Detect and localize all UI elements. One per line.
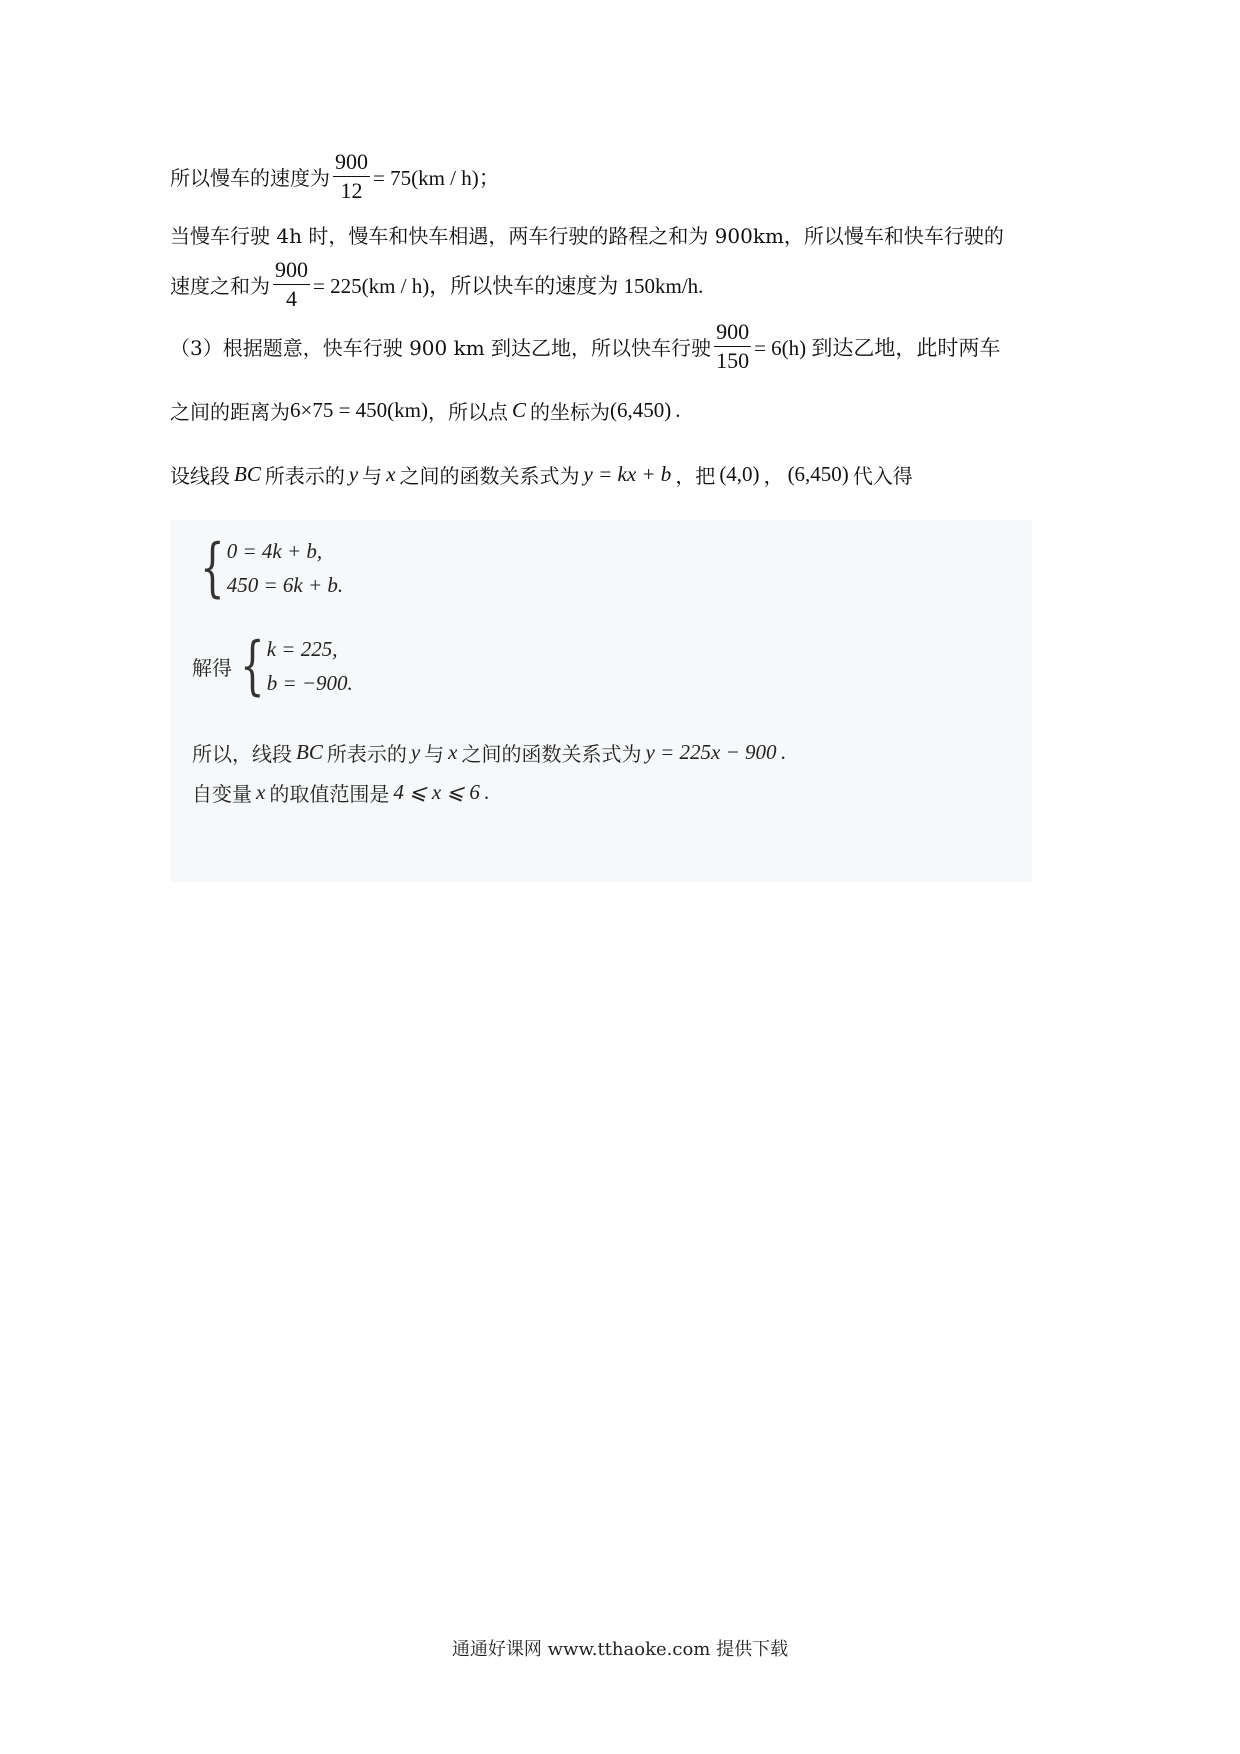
left-brace-icon: { <box>240 629 265 703</box>
concl-var-y: y <box>410 740 421 764</box>
fraction-denominator: 12 <box>340 178 363 204</box>
linear-equation: y = kx + b <box>583 462 672 486</box>
line4-prefix: （3）根据题意，快车行驶 900 km 到达乙地，所以快车行驶 <box>170 336 712 361</box>
fraction-numerator: 900 <box>273 258 310 285</box>
line1-suffix: = 75(km / h)； <box>373 165 500 190</box>
concl-p4: 之间的函数关系式为 <box>461 742 642 766</box>
meeting-line <box>170 220 1004 249</box>
system-equations <box>227 534 343 602</box>
line5-mid: ，所以点 <box>428 400 509 424</box>
left-brace-icon: { <box>200 531 225 605</box>
fraction-900-4 <box>273 258 310 311</box>
line6-p1: 设线段 <box>170 464 230 488</box>
solve-label: 解得 <box>192 655 232 680</box>
distance-line <box>170 396 681 425</box>
solution-equations <box>267 632 353 700</box>
setup-line <box>170 460 913 489</box>
var-x: x <box>386 462 396 486</box>
segment-bc: BC <box>234 462 261 486</box>
line5-end: . <box>675 398 681 422</box>
fraction-denominator: 150 <box>716 348 750 374</box>
line6-p5: ，把 <box>675 464 716 488</box>
line6-p7: 代入得 <box>852 464 913 488</box>
concl-p2: 所表示的 <box>326 742 407 766</box>
line3-suffix: = 225(km / h)，所以快车的速度为 150km/h. <box>313 273 704 298</box>
speed-slow-line <box>170 150 500 203</box>
point-1: (4,0) <box>719 462 760 486</box>
line3-prefix: 速度之和为 <box>170 274 270 299</box>
range-expression: 4 ⩽ x ⩽ 6 <box>393 780 480 804</box>
final-equation: y = 225x − 900 <box>645 740 777 764</box>
line1-prefix: 所以慢车的速度为 <box>170 166 330 191</box>
concl-end: . <box>780 740 786 764</box>
concl-p1: 所以，线段 <box>192 742 292 766</box>
point-c-label: C <box>512 398 527 422</box>
fraction-numerator: 900 <box>714 320 751 347</box>
conclusion-line <box>192 738 786 767</box>
domain-line <box>192 778 489 807</box>
footer-text: 通通好课网 www.tthaoke.com 提供下载 <box>451 1639 789 1660</box>
point-c-coordinate: (6,450) <box>610 398 672 422</box>
fraction-900-150 <box>714 320 751 373</box>
fraction-denominator: 4 <box>286 286 297 312</box>
fraction-900-12 <box>333 150 370 203</box>
solution-b: b = −900. <box>266 671 353 695</box>
point-2: (6,450) <box>787 462 849 486</box>
equation-system <box>192 531 344 605</box>
page-footer <box>0 1635 1240 1661</box>
system-eq-2: 450 = 6k + b. <box>226 573 344 597</box>
range-var-x: x <box>256 780 266 804</box>
line6-p2: 所表示的 <box>264 464 345 488</box>
fraction-numerator: 900 <box>333 150 370 177</box>
solution-system <box>192 629 353 703</box>
concl-segment-bc: BC <box>296 740 323 764</box>
range-p1: 自变量 <box>192 782 252 806</box>
var-y: y <box>348 462 359 486</box>
concl-var-x: x <box>448 740 458 764</box>
line6-p4: 之间的函数关系式为 <box>399 464 580 488</box>
range-p2: 的取值范围是 <box>269 782 390 806</box>
distance-expression: 6×75 = 450(km) <box>290 398 429 422</box>
solution-panel <box>170 520 1032 882</box>
line5-mid2: 的坐标为 <box>530 400 611 424</box>
part3-line <box>170 320 1000 373</box>
range-end: . <box>483 780 490 804</box>
solution-k: k = 225, <box>266 637 338 661</box>
line6-p3: 与 <box>362 464 383 488</box>
line4-suffix: = 6(h) 到达乙地，此时两车 <box>754 335 1001 360</box>
system-eq-1: 0 = 4k + b, <box>226 539 323 563</box>
speed-sum-line <box>170 258 703 311</box>
line2-text: 当慢车行驶 4h 时，慢车和快车相遇，两车行驶的路程之和为 900km，所以慢车和快车行驶的 <box>170 224 1004 248</box>
concl-p3: 与 <box>424 742 445 766</box>
line5-prefix: 之间的距离为 <box>170 400 290 424</box>
line6-p6: ， <box>763 464 784 488</box>
